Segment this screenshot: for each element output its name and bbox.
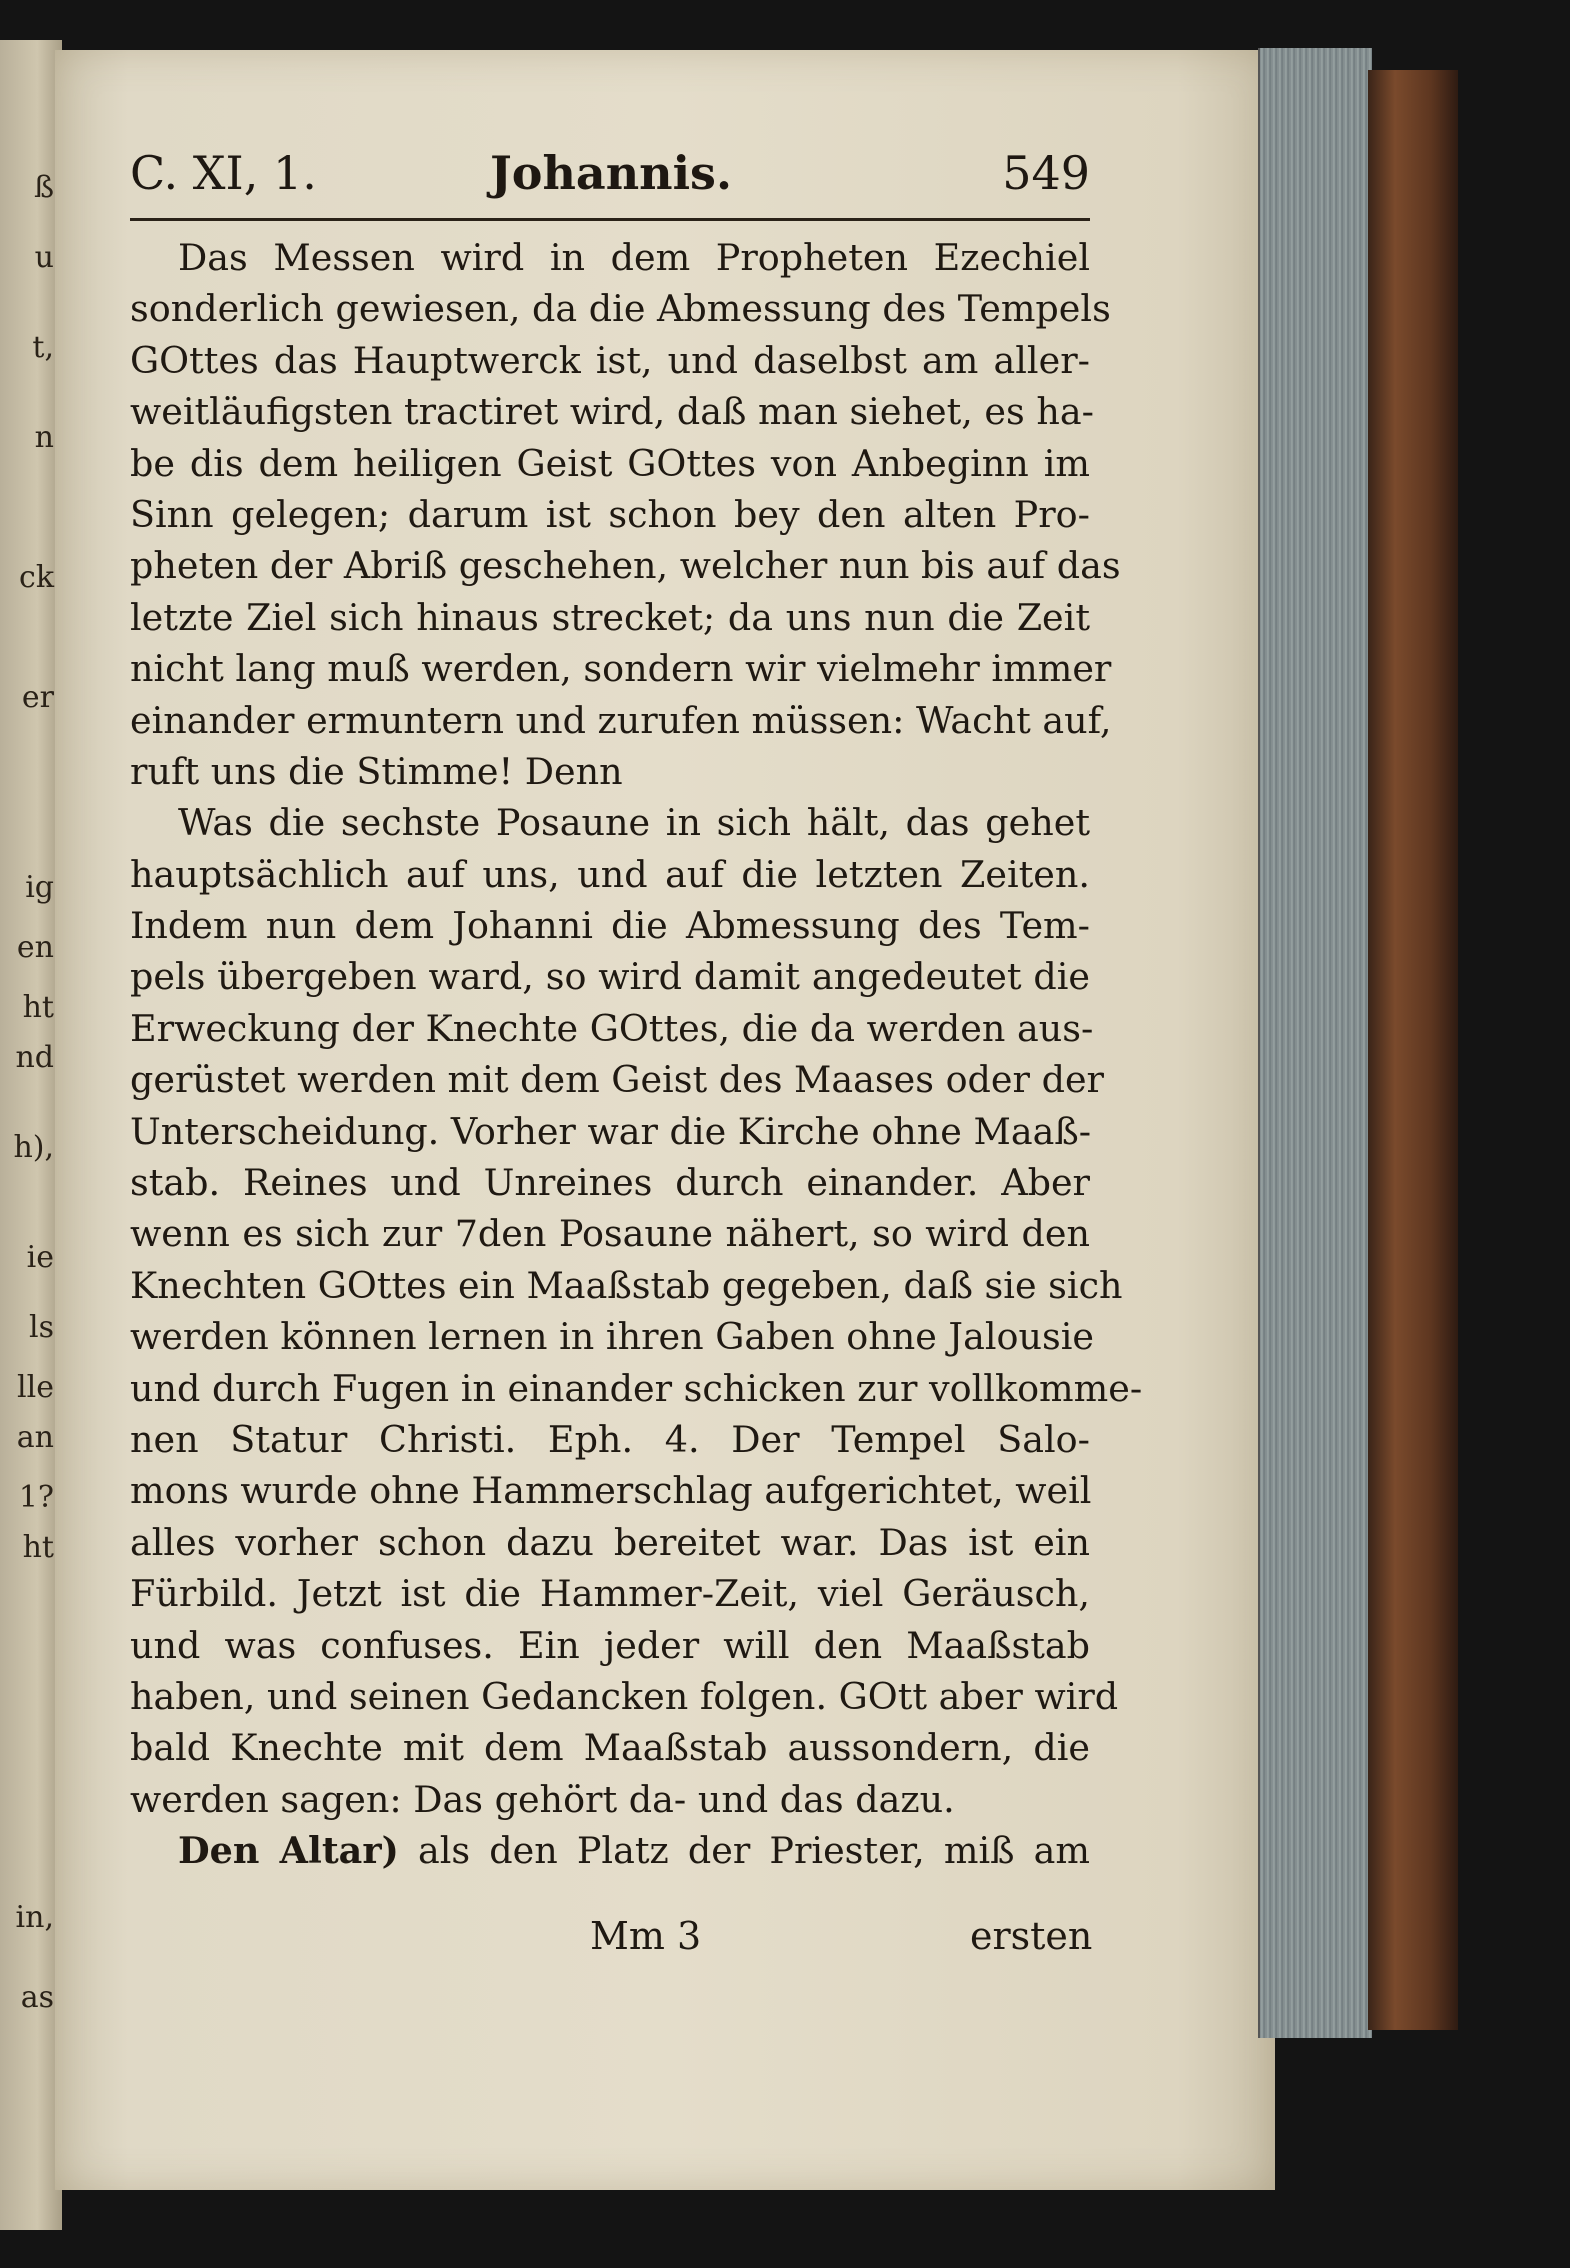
text-line: bald Knechte mit dem Maaßstab aussondern, die xyxy=(130,1726,1090,1770)
text-line: werden können lernen in ihren Gaben ohne Jalousie xyxy=(130,1315,1094,1359)
text-line: weitläufigsten tractiret wird, daß man siehet, es ha- xyxy=(130,390,1094,434)
facing-page-fragment: as xyxy=(20,1980,54,2015)
text-line: ruft uns die Stimme! Denn xyxy=(130,749,623,793)
facing-page-fragment: lle xyxy=(17,1370,54,1405)
facing-page-fragment: ig xyxy=(25,870,54,905)
text-line: wenn es sich zur 7den Posaune nähert, so wird den xyxy=(130,1212,1090,1256)
facing-page-fragment: ck xyxy=(19,560,54,595)
text-line: sonderlich gewiesen, da die Abmessung des Tempels xyxy=(130,287,1111,331)
facing-page-fragment: ls xyxy=(29,1310,54,1345)
text-line: gerüstet werden mit dem Geist des Maases oder der xyxy=(130,1058,1104,1102)
text-line: werden sagen: Das gehört da- und das dazu. xyxy=(130,1777,955,1821)
facing-page-fragment: ß xyxy=(33,170,54,205)
book-cover xyxy=(1368,70,1458,2030)
text-line: hauptsächlich auf uns, und auf die letzten Zeiten. xyxy=(130,852,1090,896)
text-line: und durch Fugen in einander schicken zur vollkomme- xyxy=(130,1366,1143,1410)
body-text xyxy=(130,232,1143,1877)
facing-page-fragment: er xyxy=(21,680,54,715)
signature-mark: Mm 3 xyxy=(590,1914,702,1958)
facing-page-fragment: ht xyxy=(22,990,54,1025)
facing-page-fragment: in, xyxy=(15,1900,54,1935)
chapter-reference: C. XI, 1. xyxy=(130,146,317,200)
text-line xyxy=(130,1825,1090,1876)
facing-page-fragment: t, xyxy=(32,330,54,365)
header-rule xyxy=(130,218,1090,221)
catchword: ersten xyxy=(970,1914,1093,1958)
text-line: Fürbild. Jetzt ist die Hammer-Zeit, viel Geräusch, xyxy=(130,1572,1090,1616)
text-line: Was die sechste Posaune in sich hält, das gehet xyxy=(178,801,1090,845)
page-block-edge xyxy=(1258,48,1372,2038)
text-line: alles vorher schon dazu bereitet war. Das ist ein xyxy=(130,1520,1090,1564)
facing-page-fragment: an xyxy=(16,1420,54,1455)
running-header xyxy=(130,140,1090,210)
facing-page-fragment: h), xyxy=(13,1130,54,1165)
lemma-rest: als den Platz der Priester, miß am xyxy=(398,1829,1090,1873)
text-line: Das Messen wird in dem Propheten Ezechiel xyxy=(178,236,1090,279)
text-line: nen Statur Christi. Eph. 4. Der Tempel Salo- xyxy=(130,1417,1090,1461)
text-line: letzte Ziel sich hinaus strecket; da uns nun die Zeit xyxy=(130,595,1090,639)
facing-page-fragment: 1? xyxy=(18,1480,54,1515)
text-line: Unterscheidung. Vorher war die Kirche ohne Maaß- xyxy=(130,1109,1092,1153)
facing-page-edge xyxy=(0,40,62,2230)
text-line: einander ermuntern und zurufen müssen: Wacht auf, xyxy=(130,698,1112,742)
text-line: GOttes das Hauptwerck ist, und daselbst am aller- xyxy=(130,338,1090,382)
text-line: pels übergeben ward, so wird damit angedeutet die xyxy=(130,955,1090,999)
facing-page-fragment: ie xyxy=(26,1240,54,1275)
text-line: be dis dem heiligen Geist GOttes von Anbeginn im xyxy=(130,441,1090,485)
lemma-lead: Den Altar) xyxy=(178,1829,399,1873)
running-title: Johannis. xyxy=(490,146,732,200)
text-line: und was confuses. Ein jeder will den Maaßstab xyxy=(130,1623,1090,1667)
text-line: Indem nun dem Johanni die Abmessung des Tem- xyxy=(130,904,1090,948)
text-line: nicht lang muß werden, sondern wir vielmehr immer xyxy=(130,647,1112,691)
facing-page-fragment: en xyxy=(16,930,54,965)
facing-page-fragment: n xyxy=(34,420,54,455)
text-line: mons wurde ohne Hammerschlag aufgerichtet, weil xyxy=(130,1469,1092,1513)
text-line: Sinn gelegen; darum ist schon bey den alten Pro- xyxy=(130,492,1090,536)
page-number: 549 xyxy=(1002,146,1090,200)
text-line: Knechten GOttes ein Maaßstab gegeben, daß sie sich xyxy=(130,1263,1123,1307)
text-line: stab. Reines und Unreines durch einander. Aber xyxy=(130,1161,1090,1205)
facing-page-fragment: u xyxy=(34,240,54,275)
facing-page-fragment: ht xyxy=(22,1530,54,1565)
facing-page-fragment: nd xyxy=(15,1040,54,1075)
text-line: pheten der Abriß geschehen, welcher nun bis auf das xyxy=(130,544,1121,588)
text-line: Erweckung der Knechte GOttes, die da werden aus- xyxy=(130,1006,1094,1050)
text-line: haben, und seinen Gedancken folgen. GOtt aber wird xyxy=(130,1674,1119,1718)
